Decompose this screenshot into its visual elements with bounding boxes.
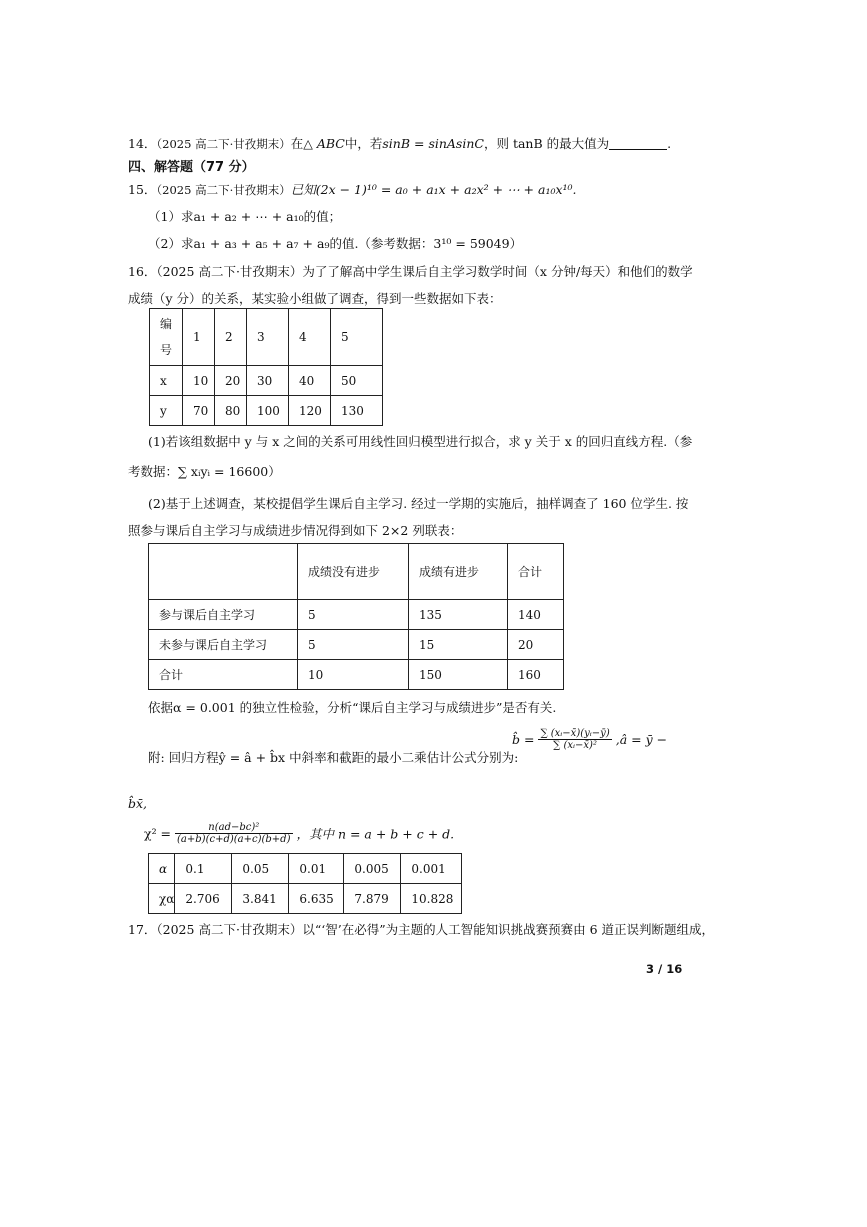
contingency-table (148, 543, 564, 690)
table-cell: 100 (247, 396, 289, 426)
data-table-xy (149, 308, 383, 426)
table-cell: 135 (409, 600, 508, 630)
table-cell: 5 (331, 309, 383, 366)
table-cell: 6.635 (289, 884, 344, 914)
table-cell: 0.001 (401, 854, 462, 884)
table-cell: 70 (183, 396, 215, 426)
table-header-id: 编 号 (150, 309, 183, 366)
b-hat-x-bar: b̂x̄, (128, 796, 148, 811)
table-cell: 30 (247, 366, 289, 396)
table-cell: 1 (183, 309, 215, 366)
question-15-part-1: （1）求a₁ + a₂ + ⋯ + a₁₀的值； (148, 209, 342, 224)
a-hat-formula: ,â = ȳ − (615, 732, 668, 747)
question-16-line-1: 16．（2025 高二下·甘孜期末）为了了解高中学生课后自主学习数学时间（x 分钟/每天）和他们的数学 (128, 264, 693, 279)
question-14 (128, 134, 671, 152)
table-cell: 50 (331, 366, 383, 396)
b-hat-label: b̂ = (512, 732, 535, 747)
question-17: 17．（2025 高二下·甘孜期末）以“‘智’在必得”为主题的人工智能知识挑战赛预赛由 6 道正误判断题组成， (128, 922, 715, 937)
table-row-label: x (150, 366, 183, 396)
table-header-cell: 合计 (508, 544, 564, 600)
b-hat-denominator: ∑ (xᵢ−x̄)² (553, 740, 597, 751)
independence-test-text: 依据α = 0.001 的独立性检验，分析“课后自主学习与成绩进步”是否有关. (148, 700, 557, 715)
table-row-label: 参与课后自主学习 (149, 600, 298, 630)
table-cell: 7.879 (344, 884, 401, 914)
table-cell: 0.1 (175, 854, 232, 884)
q14-triangle: △ ABC (303, 136, 345, 151)
b-hat-fraction (538, 728, 611, 751)
q15-source: （2025 高二下·甘孜期末） (156, 183, 291, 197)
table-cell: 20 (215, 366, 247, 396)
table-row-label: 未参与课后自主学习 (149, 630, 298, 660)
table-header-cell: 成绩有进步 (409, 544, 508, 600)
critical-value-table (148, 853, 462, 914)
table-cell: 4 (289, 309, 331, 366)
table-header-cell (149, 544, 298, 600)
table-cell: 20 (508, 630, 564, 660)
table-cell: 0.01 (289, 854, 344, 884)
q15-number: 15． (128, 182, 157, 197)
table-cell: 3 (247, 309, 289, 366)
table-cell: 2 (215, 309, 247, 366)
table-cell: 80 (215, 396, 247, 426)
q14-number: 14． (128, 136, 157, 151)
table-cell: 120 (289, 396, 331, 426)
chi-square-fraction (175, 822, 292, 845)
page-number: 3 / 16 (646, 962, 683, 976)
q14-equation: sinB = sinAsinC (382, 136, 484, 151)
question-16-part-2b: 照参与课后自主学习与成绩进步情况得到如下 2×2 列联表： (128, 523, 463, 538)
q15-equation: 已知(2x − 1)¹⁰ = a₀ + a₁x + a₂x² + ⋯ + a₁₀x¹⁰. (290, 182, 577, 197)
table-cell: 5 (298, 630, 409, 660)
chi-square-formula (144, 822, 454, 845)
table-cell: 15 (409, 630, 508, 660)
table-cell: 3.841 (232, 884, 289, 914)
table-cell: 0.05 (232, 854, 289, 884)
b-hat-numerator: ∑ (xᵢ−x̄)(yᵢ−ȳ) (540, 728, 610, 739)
chi-square-label: χ² = (144, 826, 172, 841)
q16-reference-data: 考数据：∑ xᵢyᵢ = 16600） (128, 464, 281, 479)
table-cell: 10 (298, 660, 409, 690)
table-row-label: χα (149, 884, 175, 914)
appendix-text: 附: 回归方程ŷ = â + b̂x 中斜率和截距的最小二乘估计公式分别为: (148, 750, 519, 765)
table-cell: 2.706 (175, 884, 232, 914)
q14-end: . (667, 136, 672, 151)
table-cell: 5 (298, 600, 409, 630)
least-squares-formula (512, 728, 667, 751)
q14-source: （2025 高二下·甘孜期末） (156, 137, 291, 151)
q14-text-c: ，则 tanB 的最大值为 (483, 136, 610, 151)
table-cell: 10.828 (401, 884, 462, 914)
table-header-cell: 成绩没有进步 (298, 544, 409, 600)
question-16-part-1b (128, 462, 281, 480)
chi-square-numerator: n(ad−bc)² (175, 822, 292, 834)
question-15-stem (128, 180, 577, 198)
table-cell: 10 (183, 366, 215, 396)
question-16-part-1a: (1)若该组数据中 y 与 x 之间的关系可用线性回归模型进行拟合，求 y 关于 x 的回归直线方程.（参 (148, 434, 693, 449)
table-row-label: y (150, 396, 183, 426)
section-heading: 四、解答题（77 分） (128, 160, 255, 175)
table-cell: 160 (508, 660, 564, 690)
answer-blank (609, 148, 667, 150)
chi-square-condition: ，其中 n = a + b + c + d. (296, 826, 455, 842)
table-row-label: α (149, 854, 175, 884)
q14-text-a: 在 (290, 136, 304, 151)
question-16-part-2a: (2)基于上述调查，某校提倡学生课后自主学习. 经过一学期的实施后，抽样调查了 160 位学生. 按 (148, 496, 689, 511)
q14-text-b: 中，若 (344, 136, 383, 151)
table-cell: 140 (508, 600, 564, 630)
question-16-line-2: 成绩（y 分）的关系，某实验小组做了调查，得到一些数据如下表： (128, 291, 502, 306)
chi-square-denominator: (a+b)(c+d)(a+c)(b+d) (177, 834, 291, 845)
table-row-label: 合计 (149, 660, 298, 690)
question-15-part-2: （2）求a₁ + a₃ + a₅ + a₇ + a₉的值.（参考数据：3¹⁰ = 59049） (148, 236, 523, 251)
table-cell: 40 (289, 366, 331, 396)
table-cell: 150 (409, 660, 508, 690)
table-cell: 130 (331, 396, 383, 426)
table-cell: 0.005 (344, 854, 401, 884)
